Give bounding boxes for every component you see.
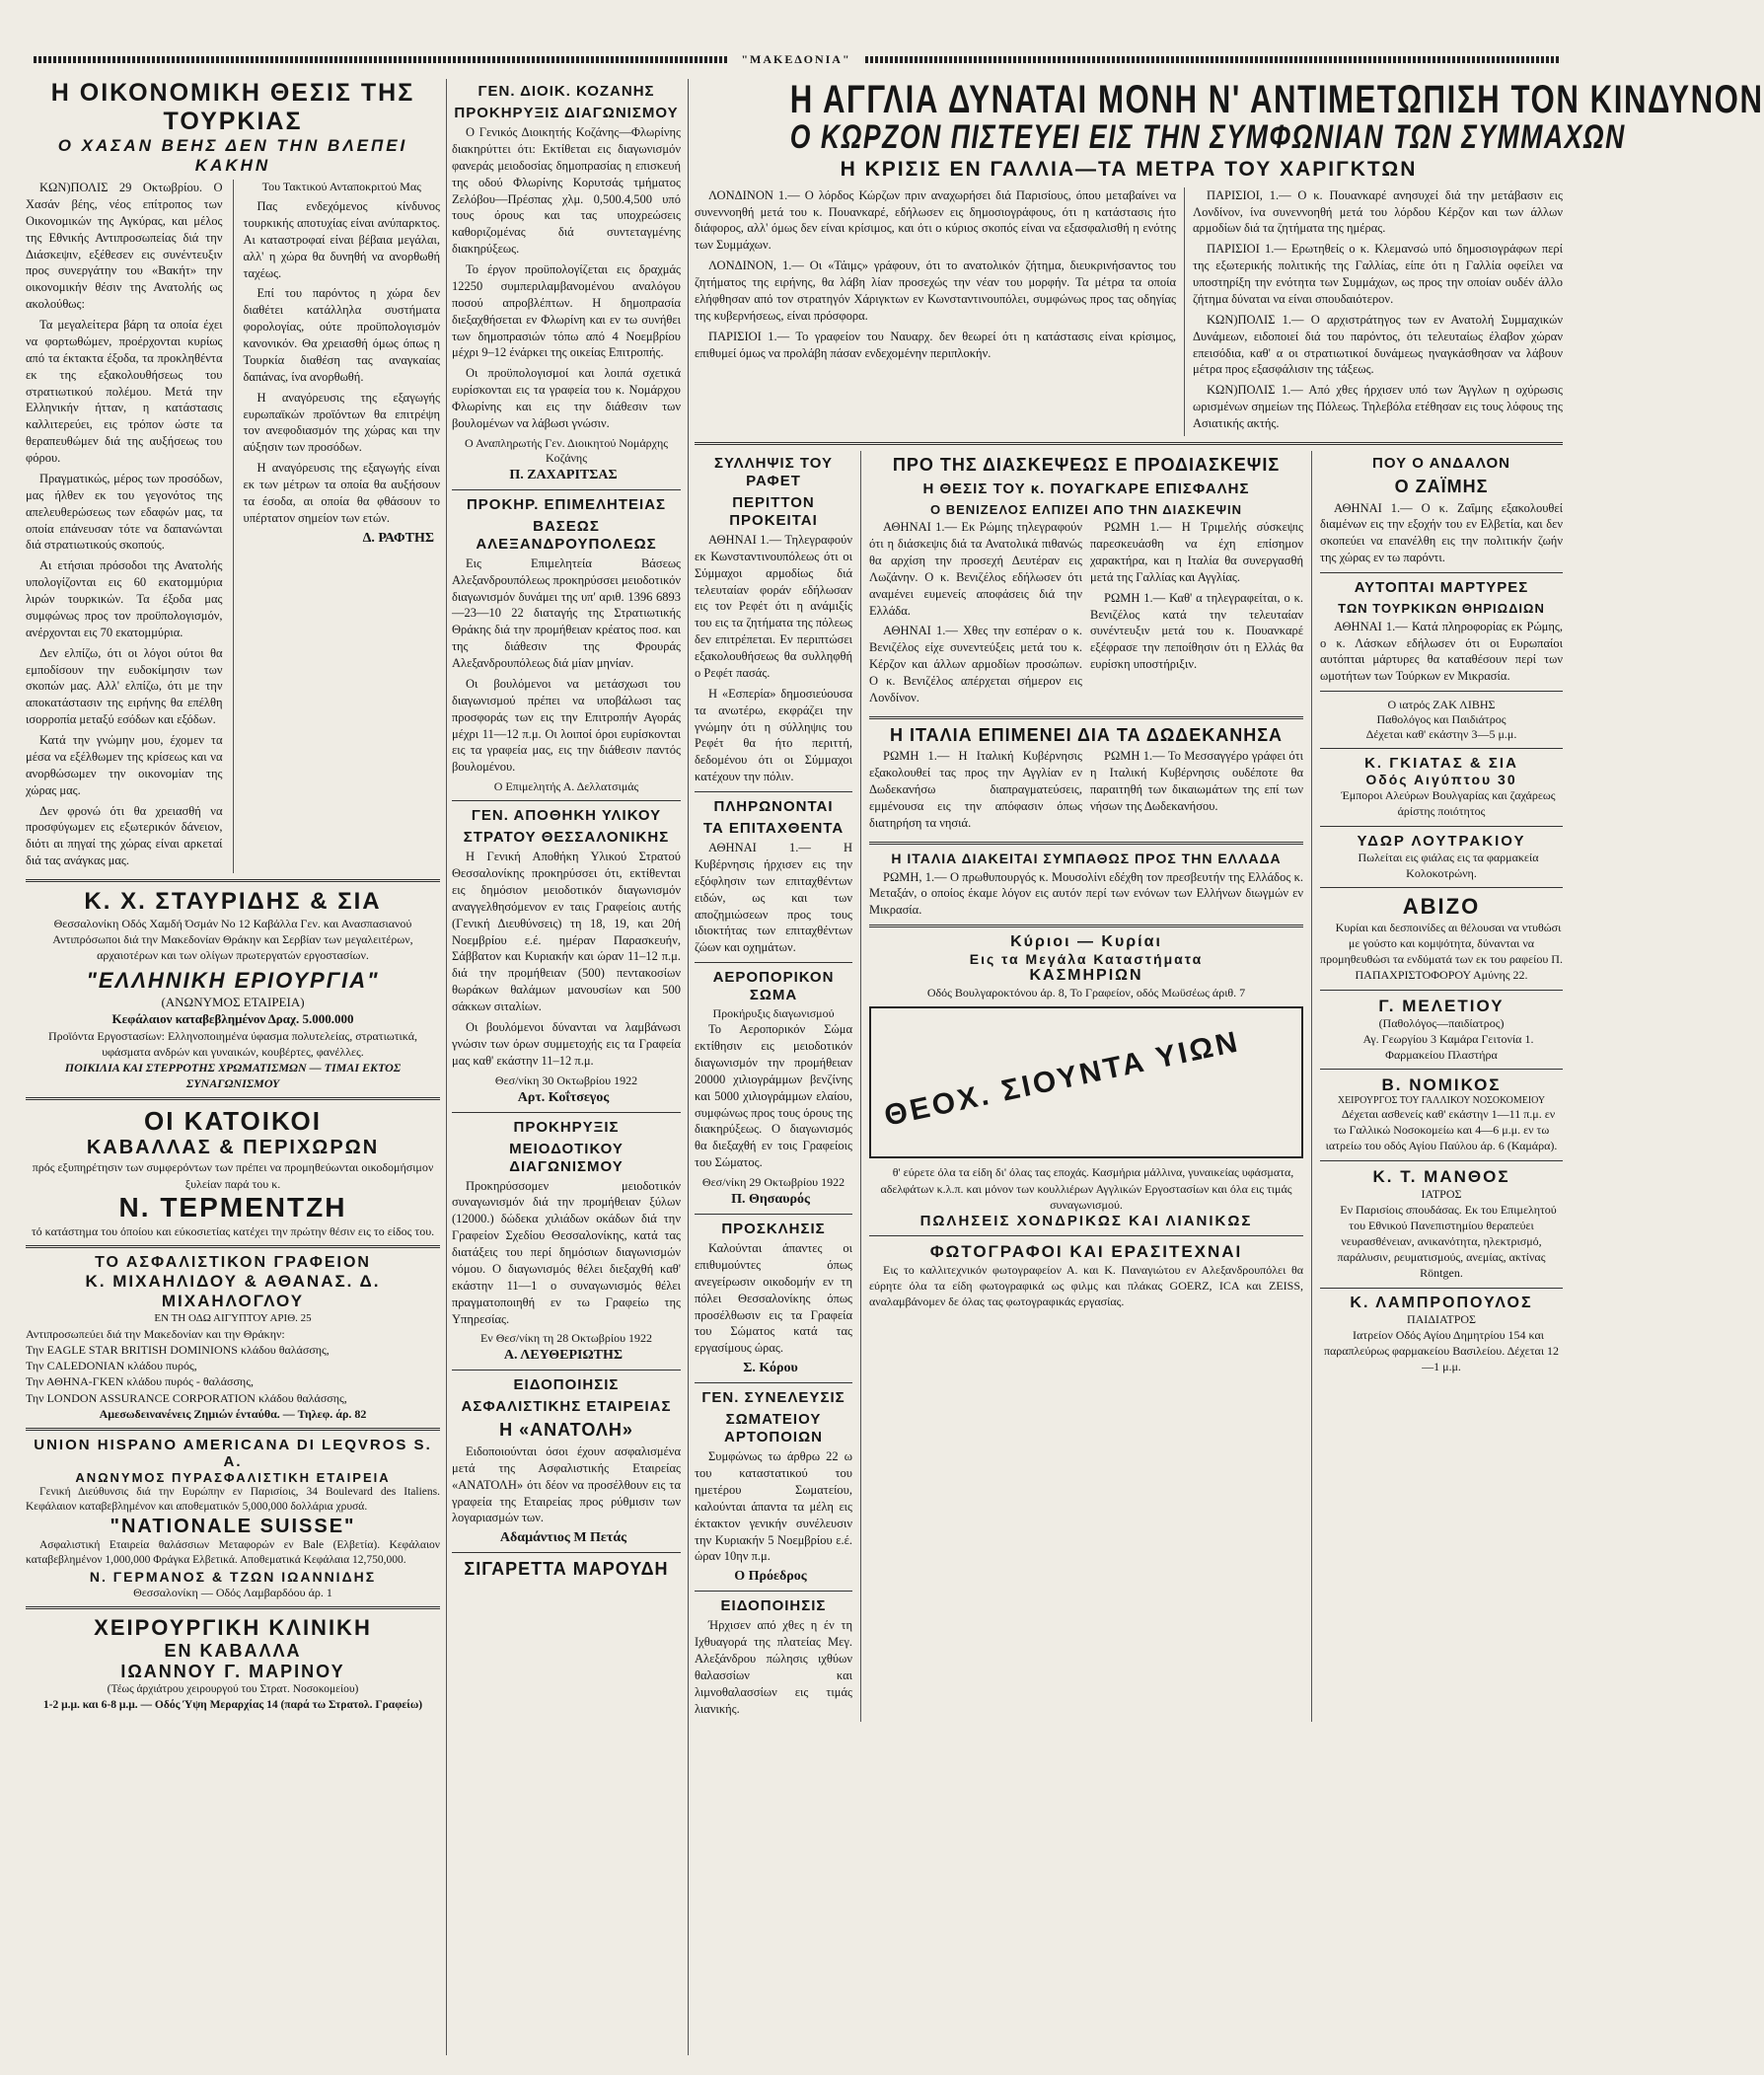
ad-brand: "ΕΛΛΗΝΙΚΗ ΕΡΙΟΥΡΓΙΑ" bbox=[86, 967, 380, 993]
article-signature: Ο Πρόεδρος bbox=[734, 1569, 807, 1585]
ad-title: UNION HISPANO AMERICANA DI LEQVROS S. A. bbox=[34, 1436, 432, 1470]
divider bbox=[452, 1112, 681, 1113]
column-rule bbox=[688, 79, 689, 2055]
divider bbox=[869, 1235, 1303, 1236]
ad-text: Έμποροι Αλεύρων Βουλγαρίας και ζαχάρεως άρίστης ποιότητος bbox=[1341, 788, 1556, 819]
notice-date: Εν Θεσ/νίκη τη 28 Οκτωβρίου 1922 bbox=[479, 1331, 653, 1346]
dodecanese-article bbox=[869, 748, 1303, 835]
ad-text: θ' εύρετε όλα τα είδη δι' όλας τας εποχάς. Κασμήρια μάλλινα, γυναικείας υφάσματα, αδελφάτων κ.λ.π. και μόνον των κουλλιέρων Αγγλικών Εργοστασίων και όλα εις τιμάς συναγωνισμού. bbox=[880, 1165, 1294, 1212]
paragraph: ΑΘΗΝΑΙ 1.— Χθες την εσπέραν ο κ. Βενιζέλος είχε συνεντεύξεις μετά του κ. Κέρζον και άλλων αρμοδίων προσώπων. Ο κ. Βενιζέλος απέρχεται σήμερον εις Λονδίνον. bbox=[869, 624, 1082, 704]
ad-name: ΙΩΑΝΝΟΥ Γ. ΜΑΡΙΝΟΥ bbox=[120, 1662, 345, 1682]
divider bbox=[695, 791, 852, 792]
article-subheading: Προκήρυξις διαγωνισμού bbox=[712, 1006, 835, 1021]
ad-subtitle: ΠΑΙΔΙΑΤΡΟΣ bbox=[1406, 1311, 1477, 1326]
notice-heading: ΓΕΝ. ΑΠΟΘΗΚΗ ΥΛΙΚΟΥ bbox=[471, 807, 662, 825]
ad-text: πρός εξυπηρέτησιν των συμφερόντων των πρέπει να προμηθεύωνται οικοδομήσιμον ξυλείαν παρά του κ. bbox=[32, 1160, 434, 1191]
paragraph: ΡΩΜΗ, 1.— Ο πρωθυπουργός κ. Μουσολίνι εδέχθη τον πρεσβευτήν της Ελλάδος κ. Μεταξάν, ο οποίος έκαμε λόγον εις αυτόν περί των ενόνων των Ελλήνων διωγμών εν Μικρασία. bbox=[869, 869, 1303, 918]
divider bbox=[1320, 1288, 1563, 1289]
divider bbox=[695, 1214, 852, 1215]
masthead-rule-right bbox=[865, 56, 1559, 63]
notice-heading: ΣΤΡΑΤΟΥ ΘΕΣΣΑΛΟΝΙΚΗΣ bbox=[463, 829, 670, 847]
notice-signature: Ο Επιμελητής Α. Δελλατσιμάς bbox=[493, 779, 639, 794]
divider bbox=[1320, 691, 1563, 692]
article-heading: ΤΑ ΕΠΙΤΑΧΘΕΝΤΑ bbox=[702, 820, 845, 838]
column-left bbox=[26, 79, 440, 2055]
paragraph: Η Γενική Αποθήκη Υλικού Στρατού Θεσσαλονίκης προκηρύσσει ότι, εκτίθενται εις δημόσιον μειοδοτικόν διαγωνισμόν αναγγελθησόμενον εν ταις Γραφείοις αυτής (Γενική Διευθύνσεις) τη 18, 19, και 20ή Νοεμβρίου ε.έ. ημέραν Παρασκευήν, Σάββατον και Κυριακήν και ώραν 11–12 π.μ. διά την προμήθειαν (500) πεντακοσίων θωράκων θαλάμων μανουσίων και 500 σάκκων σιταλίων. bbox=[452, 850, 681, 1013]
paragraph: Οι βουλόμενοι να μετάσχωσι του διαγωνισμού πρέπει να υποβάλωσι τας προσφοράς των εις την Επιτροπήν Αγοράς μέχρι 11—12 π.μ. Οι λοιποί όροι ευρίσκονται εις τα γραφεία μας, εις την διάθεσιν παντός βουλομένου. bbox=[452, 676, 681, 775]
paragraph: ΡΩΜΗ 1.— Η Ιταλική Κυβέρνησις εξακολουθεί τας προς την Αγγλίαν εν Δωδεκανήσω διαπραγματεύσεις, εμμένουσα εις την απόφασιν όπως διατηρήση τα νησιά. bbox=[869, 749, 1082, 830]
divider bbox=[695, 962, 852, 963]
ad-title: Κ. ΓΚΙΑΤΑΣ & ΣΙΑ bbox=[1364, 755, 1518, 773]
ad-text: Γενική Διεύθυνσις διά την Ευρώπην εν Παρισίοις, 34 Boulevard des Italiens. Κεφάλαιον καταβεβλημένον και αποθεματικόν 5,000,000 δολλάρια χρυσά. bbox=[26, 1485, 440, 1514]
ad-text: Δέχεται ασθενείς καθ' εκάστην 1—11 π.μ. εν τω Γαλλικώ Νοσοκομείω και 4—6 μ.μ. εν τω ιατρείω του οδός Αγίου Παύλου άρ. 6 (Καμάρα). bbox=[1325, 1107, 1558, 1153]
paragraph: ΡΩΜΗ 1.— Καθ' α τηλεγραφείται, ο κ. Βενιζέλος κατά την τελευταίαν συνέντευξιν μετά του κ. Πουανκαρέ εξέφρασε την πεποίθησιν ότι η Ελλάς θα ευρίσκη υποστήριξιν. bbox=[1090, 590, 1303, 672]
paragraph: Καλούνται άπαντες οι επιθυμούντες όπως ανεγείρωσιν οικοδομήν εν τη πόλει Θεσσαλονίκης όπως προσέλθωσιν εις τα Γραφεία του Σώματος κατά τας εργασίμους ώρας. bbox=[695, 1241, 852, 1356]
ad-text: ΕΝ ΤΗ ΟΔΩ ΑΙΓΥΠΤΟΥ ΑΡΙΘ. 25 bbox=[154, 1311, 312, 1324]
main-col-b bbox=[869, 451, 1303, 1722]
notice-signature: Αρτ. Κοΐτσεγος bbox=[517, 1089, 610, 1105]
paragraph: Το έργον προϋπολογίζεται εις δραχμάς 12250 συμπεριλαμβανομένου αναλόγου ποσού απροβλέπτων. Η δημοπρασία διεξαχθήσεται εν Φλωρίνη και εν τω συνήθει των δημοπρασιών τόπω από 4 Νοεμβρίου μέχρι 9–12 ένάρκει της οικείας Επιτροπής. bbox=[452, 262, 681, 360]
notice-heading: ΜΕΙΟΔΟΤΙΚΟΥ ΔΙΑΓΩΝΙΣΜΟΥ bbox=[509, 1140, 624, 1175]
ad-agents: Ν. ΓΕΡΜΑΝΟΣ & ΤΖΩΝ ΙΩΑΝΝΙΔΗΣ bbox=[89, 1569, 377, 1585]
paragraph: ΑΘΗΝΑΙ 1.— Τηλεγραφούν εκ Κωνσταντινουπόλεως ότι οι Σύμμαχοι αρμοδίως διά τελευταίαν φοράν εδήλωσαν εις τον Ρεφέτ ότι η ανάμιξίς του εις τα ζητήματα της πόλεως δεν επιτρέπεται. Εν περιπτώσει εξακολουθήσεως θα συλληφθή ο Ρεφέτ πασάς. bbox=[695, 532, 852, 680]
paragraph: Πας ενδεχόμενος κίνδυνος τουρκικής αποτυχίας είναι ανύπαρκτος. Αι καταστροφαί είναι βέβαια μεγάλαι, αλλ' η χώρα θα δυνηθή να ανορθωθή ταχέως. bbox=[243, 199, 440, 280]
ad-text: Κεφάλαιον καταβεβλημένον Δραχ. 5.000.000 bbox=[111, 1011, 354, 1027]
notice-signature: Αδαμάντιος Μ Πετάς bbox=[499, 1530, 627, 1546]
divider bbox=[1320, 572, 1563, 573]
paragraph: Ήρχισεν από χθες η έν τη Ιχθυαγορά της πλατείας Μεγ. Αλεξάνδρου πώλησις ιχθύων θαλασσίων και λιμνοθαλασσίων εις τιμάς λιανικής. bbox=[695, 1618, 852, 1716]
paragraph: Οι βουλόμενοι δύνανται να λαμβάνωσι γνώσιν των όρων συμμετοχής εις τα Γραφεία μας καθ' εκάστην 11–12 π.μ. bbox=[452, 1019, 681, 1068]
column-notices bbox=[452, 79, 681, 2055]
main-subhead-2: Η ΚΡΙΣΙΣ ΕΝ ΓΑΛΛΙΑ—ΤΑ ΜΕΤΡΑ ΤΟΥ ΧΑΡΙΓΚΤΩΝ bbox=[840, 157, 1418, 181]
ad-text: Ιατρείον Οδός Αγίου Δημητρίου 154 και παραπλεύρως φαρμακείου Βασιλείου. Δέχεται 12—1 μ.μ. bbox=[1323, 1327, 1560, 1373]
ad-text: Ασφαλιστική Εταιρεία θαλάσσιων Μεταφορών εν Bale (Ελβετία). Κεφάλαιον καταβεβλημένον 1,000,000 Φράγκα Ελβετικά. Αποθεματικά Κεφάλαια 12,750,000. bbox=[26, 1538, 440, 1567]
paragraph: Δεν ελπίζω, ότι οι λόγοι ούτοι θα εμποδίσουν την ευδοκίμησιν των σκοπών μας. Αλλ' ελπίζω, ότι με την αποκατάστασιν της ειρήνης θα επέλθη ισορροπία μεταξύ εσόδων και εξόδων. bbox=[26, 645, 223, 727]
ad-text: Αντιπροσωπεύει διά την Μακεδονίαν και την Θράκην: bbox=[26, 1326, 285, 1341]
divider bbox=[695, 442, 1563, 445]
paragraph: Η «Εσπερία» δημοσιεύουσα τα ανωτέρω, εκφράζει την γνώμην ότι η σύλληψις του Ρεφέτ θα ήτο περιττή, δεδομένου ότι οι Σύμμαχοι κατέχουν την πόλιν. bbox=[695, 686, 852, 784]
article-heading: ΠΡΟΣΚΛΗΣΙΣ bbox=[721, 1221, 826, 1238]
ad-text: Προϊόντα Εργοστασίων: Ελληνοποιημένα ύφασμα πολυτελείας, στρατιωτικά, υφάσματα ανδρών και γυναικών, κουβέρτες, φανέλλες. bbox=[47, 1028, 417, 1059]
ad-names: Κ. ΜΙΧΑΗΛΙΔΟΥ & ΑΘΑΝΑΣ. Δ. ΜΙΧΑΗΛΟΓΛΟΥ bbox=[85, 1271, 381, 1310]
divider bbox=[1320, 748, 1563, 749]
notice-heading: Η «ΑΝΑΤΟΛΗ» bbox=[499, 1420, 633, 1441]
paragraph: Δεν φρονώ ότι θα χρειασθή να προσφύγωμεν εις εξωτερικόν δάνειον, διότι αι πηγαί της χώρας είναι αρκεταί διά τας ανάγκας μας. bbox=[26, 803, 223, 868]
ad-text: Εν Παρισίοις σπουδάσας. Εκ του Επιμελητού του Εθνικού Πανεπιστημίου θεραπεύει νευρασθένειαν, ανικανότητα, ηλεκτρισμό, παράλυσιν, ρευματισμούς, ανεμίας, ακτίνας Röntgen. bbox=[1337, 1202, 1557, 1281]
ad-title: Κ. Χ. ΣΤΑΥΡΙΔΗΣ & ΣΙΑ bbox=[84, 888, 382, 915]
article-signature: Π. Θησαυρός bbox=[731, 1192, 810, 1208]
paragraph: ΑΘΗΝΑΙ 1.— Κατά πληροφορίας εκ Ρώμης, ο κ. Λάσκων εδήλωσεν ότι οι Ευρωπαίοι αυτόπται μάρτυρες θα καταθέσουν περί των ωμοτήτων των Τούρκων εν Μικρασία. bbox=[1320, 619, 1563, 684]
ad-title: Γ. ΜΕΛΕΤΙΟΥ bbox=[1378, 996, 1505, 1015]
main-section bbox=[695, 78, 1764, 2055]
ad-subtitle: ΙΑΤΡΟΣ bbox=[1421, 1186, 1462, 1201]
article-heading: ΑΥΤΟΠΤΑΙ ΜΑΡΤΥΡΕΣ bbox=[1354, 579, 1529, 597]
notice-heading: ΠΡΟΚΗΡ. ΕΠΙΜΕΛΗΤΕΙΑΣ bbox=[466, 495, 667, 513]
conference-article bbox=[869, 519, 1303, 710]
article-heading: Ο ΒΕΝΙΖΕΛΟΣ ΕΛΠΙΖΕΙ ΑΠΟ ΤΗΝ ΔΙΑΣΚΕΨΙΝ bbox=[929, 501, 1242, 517]
article-heading: ΤΩΝ ΤΟΥΡΚΙΚΩΝ ΘΗΡΙΩΔΙΩΝ bbox=[1338, 601, 1545, 617]
ad-text: Την CALEDONIAN κλάδου πυρός, bbox=[26, 1359, 197, 1373]
ad-title: ΠΩΛΗΣΕΙΣ ΧΟΝΔΡΙΚΩΣ ΚΑΙ ΛΙΑΝΙΚΩΣ bbox=[919, 1212, 1253, 1229]
notice-signature: Ο Αναπληρωτής Γεν. Διοικητού Νομάρχης Κοζάνης bbox=[464, 435, 668, 465]
paragraph: ΠΑΡΙΣΙΟΙ 1.— Το γραφείον του Ναυαρχ. δεν θεωρεί ότι η κατάστασις είναι κρίσιμος, επιθυμεί όμως να προλάβη πάσαν ενδεχομένην περιπλοκήν. bbox=[695, 329, 1176, 360]
ad-clinic bbox=[26, 1615, 440, 1713]
ad-text: (ΑΝΩΝΥΜΟΣ ΕΤΑΙΡΕΙΑ) bbox=[161, 994, 305, 1009]
ad-title: Κύριοι — Κυρίαι bbox=[1010, 933, 1162, 951]
article-heading: Ο ΖΑΪΜΗΣ bbox=[1394, 476, 1489, 496]
ad-text: Την ΑΘΗΝΑ-ΓΚΕΝ κλάδου πυρός - θαλάσσης, bbox=[26, 1374, 254, 1389]
ad-subtitle: (Παθολόγος—παιδίατρος) bbox=[1378, 1015, 1505, 1030]
ad-title: Κ. Τ. ΜΑΝΘΟΣ bbox=[1372, 1166, 1510, 1186]
main-headline: Η ΑΓΓΛΙΑ ΔΥΝΑΤΑΙ ΜΟΝΗ Ν' ΑΝΤΙΜΕΤΩΠΙΣΗ ΤΟΝ ΚΙΝΔΥΝΟΝ bbox=[789, 78, 1764, 121]
paragraph: ΚΩΝ)ΠΟΛΙΣ 1.— Από χθες ήρχισεν υπό των Άγγλων η οχύρωσις ωρισμένων σημείων της Πόλεως. Τηλεβόλα ετέθησαν εις τους λόφους της Ασιατικής ακτής. bbox=[1193, 383, 1563, 431]
masthead bbox=[34, 51, 1559, 67]
ad-title: ΤΟ ΑΣΦΑΛΙΣΤΙΚΟΝ ΓΡΑΦΕΙΟΝ bbox=[95, 1253, 371, 1271]
article-heading: Η ΙΤΑΛΙΑ ΕΠΙΜΕΝΕΙ ΔΙΑ ΤΑ ΔΩΔΕΚΑΝΗΣΑ bbox=[889, 724, 1284, 745]
ad-text: Κυρίαι και δεσποινίδες αι θέλουσαι να ντυθώσι με γούστο και κομψότητα, δύνανται να προμηθευθώσι τα ενδύματά των εκ του ραφείου Π. ΠΑΠΑΧΡΙΣΤΟΦΟΡΟΥ Αμύνης 22. bbox=[1320, 920, 1563, 983]
ad-photo-title: ΦΩΤΟΓΡΑΦΟΙ ΚΑΙ ΕΡΑΣΙΤΕΧΝΑΙ bbox=[929, 1241, 1243, 1261]
main-col-a bbox=[695, 451, 852, 1722]
ad-name: Ν. ΤΕΡΜΕΝΤΖΗ bbox=[118, 1191, 347, 1223]
divider bbox=[1320, 826, 1563, 827]
ad-text: Πωλείται εις φιάλας εις τα φαρμακεία Κολοκοτρώνη. bbox=[1358, 850, 1539, 880]
article-heading: ΑΕΡΟΠΟΡΙΚΟΝ ΣΩΜΑ bbox=[712, 969, 835, 1004]
ad-stavridis bbox=[26, 888, 440, 1091]
paragraph: Ο Γενικός Διοικητής Κοζάνης—Φλωρίνης διακηρύττει ότι: Εκτίθεται εις διαγωνισμόν φανεράς μειοδοσίας δημοπρασίας η επισκευή της οδού Φλωρίνης Κορυτσάς τμήματος Ζελόβου—Πρέσπας χλμ. 0,500.4,500 υπό τους όρους και τας υποχρεώσεις καθοριζομένας διά συντεταγμένης διακηρύξεως. bbox=[452, 125, 681, 257]
paragraph: ΠΑΡΙΣΙΟΙ, 1.— Ο κ. Πουανκαρέ ανησυχεί διά την μετάβασιν εις Λονδίνον, ίνα συνεννοηθή μετά του λόρδου Κέρζον και των άλλων αρμοδίων διά τα ζητήματα της ημέρας. bbox=[1193, 187, 1563, 236]
notice-heading: ΣΙΓΑΡΕΤΤΑ ΜΑΡΟΥΔΗ bbox=[464, 1559, 669, 1580]
turkey-article bbox=[26, 180, 440, 873]
main-top-articles bbox=[695, 187, 1563, 436]
ad-subtitle: ΑΝΩΝΥΜΟΣ ΠΥΡΑΣΦΑΛΙΣΤΙΚΗ ΕΤΑΙΡΕΙΑ bbox=[75, 1469, 391, 1485]
ad-name: ΚΑΣΜΗΡΙΩΝ bbox=[1029, 967, 1143, 985]
divider bbox=[452, 489, 681, 490]
paragraph: Πραγματικώς, μέρος των προσόδων, μας ήλθεν εκ του γεγονότος της απελευθερώσεως των εδαφών μας, τα οποία επάνευσαν τότε να δαπανώνται διά στρατιωτικούς σκοπούς. bbox=[26, 471, 223, 553]
divider bbox=[695, 1591, 852, 1592]
paragraph: ΛΟΝΔΙΝΟΝ 1.— Ο λόρδος Κώρζων πριν αναχωρήσει διά Παρισίους, όπου μεταβαίνει να συνεννοηθή μετά του κ. Πουανκαρέ, εδήλωσεν εις δημοσιογράφους, ότι η κατάστασις ήτο διάφορος, αλλ' όμως δεν είναι κρίσιμος, και ότι ο κύριος σκοπός είναι να εξασφαλισθή η ενότης των Συμμάχων. bbox=[695, 187, 1176, 253]
paragraph: ΡΩΜΗ 1.— Η Τριμελής σύσκεψις παρεσκευάσθη να έχη επίσημον χαρακτήρα, και η Ιταλία θα συνεργασθή μετά της Γαλλίας και Αγγλίας. bbox=[1090, 520, 1303, 584]
article-heading: Η ΙΤΑΛΙΑ ΔΙΑΚΕΙΤΑΙ ΣΥΜΠΑΘΩΣ ΠΡΟΣ ΤΗΝ ΕΛΛΑΔΑ bbox=[891, 850, 1282, 866]
article-signature: Σ. Κόρου bbox=[743, 1361, 798, 1376]
ad-text: Την LONDON ASSURANCE CORPORATION κλάδου θαλάσσης, bbox=[26, 1390, 347, 1405]
ad-text: Οδός Βουλγαροκτόνου άρ. 8, Το Γραφείον, οδός Μωϋσέως άριθ. 7 bbox=[926, 986, 1246, 1000]
article-heading: ΠΕΡΙΤΤΟΝ ΠΡΟΚΕΙΤΑΙ bbox=[729, 493, 818, 529]
ad-siountas-name: ΘΕΟΧ. ΣΙΟΥΝΤΑ ΥΙΩΝ bbox=[881, 1025, 1243, 1134]
conference-col-right bbox=[1090, 519, 1303, 710]
ad-text: Δέχεται καθ' εκάστην 3—5 μ.μ. bbox=[1365, 727, 1517, 742]
paragraph: Εις Επιμελητεία Βάσεως Αλεξανδρουπόλεως προκηρύσσει μειοδοτικόν διαγωνισμόν δυνάμει της υπ' αριθ. 1396 6893—23—10 22 διαταγής της Στρατιωτικής Θράκης διά την προμήθειαν κρέατος ποσ. και της διάθεσιν της Φρουράς Αλεξανδρουπόλεως διά μίαν μηνίαν. bbox=[452, 556, 681, 670]
masthead-title: "ΜΑΚΕΔΟΝΙΑ" bbox=[741, 51, 851, 66]
ad-text: Ο ιατρός ΖΑΚ ΛΙΒΗΣ bbox=[1387, 698, 1496, 712]
article-heading: ΣΥΛΛΗΨΙΣ ΤΟΥ ΡΑΦΕΤ bbox=[713, 454, 834, 489]
ad-text: Θεσσαλονίκη Οδός Χαμδή Όσμάν No 12 Καβάλλα Γεν. και Ανασπασιανού Αντιπρόσωποι διά την Μακεδονίαν Θράκην και Σερβίαν των μεγαλειτέρων, αρχαιοτέρων και των ολίγων πρωτεργατών εργοστασίων. bbox=[52, 917, 413, 963]
notice-heading: ΠΡΟΚΗΡΥΞΙΣ bbox=[513, 1118, 620, 1136]
subhead-turkey: Ο ΧΑΣΑΝ ΒΕΗΣ ΔΕΝ ΤΗΝ ΒΛΕΠΕΙ ΚΑΚΗΝ bbox=[57, 136, 408, 175]
conference-col-left bbox=[869, 519, 1082, 710]
paragraph: ΚΩΝ)ΠΟΛΙΣ 1.— Ο αρχιστράτηγος των εν Ανατολή Συμμαχικών Δυνάμεων, ειδοποιεί διά του παρόντος, ότι τελευταίως έλαβον χώραν επεισόδια, καθ' α οι στρατιωτικοί δυνάμεως ηναγκάσθησαν να λάβουν μέτρα προς εξασφάλισιν της τάξεως. bbox=[1193, 312, 1563, 377]
ad-subtitle: ΧΕΙΡΟΥΡΓΟΣ ΤΟΥ ΓΑΛΛΙΚΟΥ ΝΟΣΟΚΟΜΕΙΟΥ bbox=[1337, 1095, 1546, 1106]
notice-date: Θεσ/νίκη 30 Οκτωβρίου 1922 bbox=[494, 1073, 638, 1087]
ad-text: Παθολόγος και Παιδιάτρος bbox=[1376, 712, 1507, 727]
ad-text: ΠΟΙΚΙΛΙΑ ΚΑΙ ΣΤΕΡΡΟΤΗΣ ΧΡΩΜΑΤΙΣΜΩΝ — ΤΙΜΑΙ ΕΚΤΟΣ ΣΥΝΑΓΩΝΙΣΜΟΥ bbox=[64, 1061, 402, 1091]
article-heading: ΓΕΝ. ΣΥΝΕΛΕΥΣΙΣ bbox=[701, 1389, 845, 1407]
main-lower bbox=[695, 451, 1563, 1722]
ad-text: 1-2 μ.μ. και 6-8 μ.μ. — Οδός Ύψη Μεραρχίας 14 (παρά τω Στρατολ. Γραφείω) bbox=[42, 1698, 423, 1711]
notice-signature: Α. ΛΕΥΘΕΡΙΩΤΗΣ bbox=[503, 1348, 624, 1364]
divider bbox=[1320, 990, 1563, 991]
paragraph: ΑΘΗΝΑΙ 1.— Ο κ. Ζαΐμης εξακολουθεί διαμένων εις την εξοχήν του εν Ελβετία, και δεν σκοπεύει να επανέλθη εις την πολιτικήν ζωήν της χώρας εν τω παρόντι. bbox=[1320, 500, 1563, 565]
divider bbox=[695, 1382, 852, 1383]
divider bbox=[26, 1428, 440, 1431]
paragraph: Συμφώνως τω άρθρω 22 ω του καταστατικού του ημετέρου Σωματείου, καλούνται άπαντα τα μέλη εις έκτακτον γενικήν συνέλευσιν την Κυριακήν 5 Νοεμβρίου ε.έ. ώραν 10ην π.μ. bbox=[695, 1449, 852, 1564]
article-date: Θεσ/νίκη 29 Οκτωβρίου 1922 bbox=[701, 1175, 845, 1190]
main-col-c bbox=[1320, 451, 1563, 1722]
ad-title: ΟΙ ΚΑΤΟΙΚΟΙ bbox=[144, 1106, 322, 1137]
main-subhead: Ο ΚΩΡΖΟΝ ΠΙΣΤΕΥΕΙ ΕΙΣ ΤΗΝ ΣΥΜΦΩΝΙΑΝ ΤΩΝ ΣΥΜΜΑΧΩΝ bbox=[789, 118, 1626, 156]
column-divider bbox=[1311, 451, 1312, 1722]
ad-subtitle: Εις τα Μεγάλα Καταστήματα bbox=[969, 951, 1204, 968]
divider bbox=[1320, 1069, 1563, 1070]
article-heading: ΕΙΔΟΠΟΙΗΣΙΣ bbox=[720, 1597, 827, 1615]
ad-subtitle: ΕΝ ΚΑΒΑΛΛΑ bbox=[164, 1641, 302, 1662]
paragraph: Η αναγόρευσις της εξαγωγής είναι εκ των μέτρων τα οποία θα αυξήσουν τα έσοδα, αι οποία θα φθάσουν το υπέρτατον σημείον των ετών. bbox=[243, 461, 440, 525]
paragraph: Επί του παρόντος η χώρα δεν διαθέτει κατάλληλα συστήματα φορολογίας, ούτε προϋπολογισμόν κανονικόν. Θα χρειασθή όμως όπως η Τουρκία διαθέση τας αναγκαίας δαπάνας, ίνα ανορθωθή. bbox=[243, 286, 440, 384]
paragraph: ΛΟΝΔΙΝΟΝ, 1.— Οι «Τάιμς» γράφουν, ότι το ανατολικόν ζήτημα, διευκρινήσαντος του ζητήματος της ειρήνης, θα λάβη λίαν προσεχώς την νέαν του μορφήν. Τα μέτρα τα οποία ελήφθησαν από τον στρατηγόν Χάριγκτων εν Κωνσταντινουπόλει, συμφώνως προς τας οδηγίας της κυβερνήσεως, είναι πρόσφορα. bbox=[695, 259, 1176, 323]
paragraph: Προκηρύσσομεν μειοδοτικόν συναγωνισμόν διά την προμήθειαν ξύλων (12000.) δώδεκα χιλιάδων οκάδων διά την Γραφείον Σχεδίου Θεσσαλονίκης, κατά τας διατάξεις του περί δημόσιων διαγωνισμών νόμου. Ο διαγωνισμός θέλει διεξαχθή καθ' εκάστην 11—1 ο συναγωνισμός θέλει πραγματοποιηθή εν τω Γραφείω της Υπηρεσίας. bbox=[452, 1178, 681, 1326]
paragraph: Αι ετήσιαι πρόσοδοι της Ανατολής υπολογίζονται εις 60 εκατομμύρια λιρών τουρκικών. Τα έξοδα μας συμφώνως προς τον προϋπολογισμόν, ανέρχονται εις 70 εκατομμύρια. bbox=[26, 558, 223, 639]
notice-signature: Π. ΖΑΧΑΡΙΤΣΑΣ bbox=[509, 467, 618, 482]
ad-subtitle: Οδός Αιγύπτου 30 bbox=[1365, 772, 1517, 788]
column-divider bbox=[860, 451, 861, 1722]
ad-kasmiria bbox=[869, 933, 1303, 1229]
paragraph: Οι προϋπολογισμοί και λοιπά σχετικά ευρίσκονται εις τα γραφεία του κ. Νομάρχου Φλωρίνης και εις την διάθεσιν των βουλομένων να λάβωσι γνώσιν. bbox=[452, 366, 681, 430]
notice-heading: ΓΕΝ. ΔΙΟΙΚ. ΚΟΖΑΝΗΣ bbox=[478, 83, 655, 100]
notice-heading: ΒΑΣΕΩΣ ΑΛΕΞΑΝΔΡΟΥΠΟΛΕΩΣ bbox=[476, 517, 657, 553]
ad-siountas-banner bbox=[869, 1006, 1303, 1158]
article-heading: ΣΩΜΑΤΕΙΟΥ ΑΡΤΟΠΟΙΩΝ bbox=[724, 1411, 823, 1446]
paragraph: Το Αεροπορικόν Σώμα εκτίθησιν εις μειοδοτικόν διαγωνισμόν την προμήθειαν 20000 χιλιογράμμων βενζίνης και 5000 χιλιογράμμων ελαίου, συμφώνως προς τους όρους της διακηρύξεως. Ο διαγωνισμός θα διεξαχθή εν τοις Γραφείοις του Σώματος. bbox=[695, 1022, 852, 1170]
paragraph: ΑΘΗΝΑΙ 1.— Εκ Ρώμης τηλεγραφούν ότι η διάσκεψις διά τα Ανατολικά πιθανώς θα αρχίση την προσεχή Δευτέραν εις Λωζάνην. Ο κ. Βενιζέλος εδήλωσεν ότι αναμένει ευμενείς αποφάσεις διά την Ελλάδα. bbox=[869, 520, 1082, 618]
notice-heading: ΕΙΔΟΠΟΙΗΣΙΣ bbox=[513, 1376, 620, 1394]
column-rule bbox=[446, 79, 447, 2055]
turkey-article-left bbox=[26, 180, 223, 873]
divider bbox=[452, 1370, 681, 1371]
divider bbox=[869, 925, 1303, 927]
notice-heading: ΠΡΟΚΗΡΥΞΙΣ ΔΙΑΓΩΝΙΣΜΟΥ bbox=[454, 105, 679, 121]
divider bbox=[452, 1552, 681, 1553]
divider bbox=[869, 842, 1303, 845]
article-heading: ΠΟΥ Ο ΑΝΔΑΛΟΝ bbox=[1372, 454, 1510, 472]
signature: Δ. ΡΑΦΤΗΣ bbox=[362, 530, 434, 546]
paris-article bbox=[1193, 187, 1563, 436]
ad-title: Κ. ΛΑΜΠΡΟΠΟΥΛΟΣ bbox=[1350, 1294, 1533, 1311]
ad-title: ΥΔΩΡ ΛΟΥΤΡΑΚΙΟΥ bbox=[1357, 832, 1526, 850]
article-heading: ΠΛΗΡΩΝΟΝΤΑΙ bbox=[713, 798, 834, 816]
headline-turkey: Η ΟΙΚΟΝΟΜΙΚΗ ΘΕΣΙΣ ΤΗΣ ΤΟΥΡΚΙΑΣ bbox=[50, 79, 415, 135]
paragraph: ΡΩΜΗ 1.— Το Μεσσαγγέρο γράφει ότι η Ιταλική Κυβέρνησις ουδέποτε θα παραιτηθή των δικαιωμάτων της επί των νήσων της Δωδεκανήσου. bbox=[1090, 749, 1303, 813]
paragraph: Η αναγόρευσις της εξαγωγής ευρωπαϊκών προϊόντων θα επιτρέψη τον ανεφοδιασμόν της χώρας και την αύξησιν των προσόδων. bbox=[243, 390, 440, 455]
ad-title: ΑΒΙΖΟ bbox=[1402, 893, 1481, 919]
ad-text: Αγ. Γεωργίου 3 Καμάρα Γειτονία 1. Φαρμακείου Πλαστήρα bbox=[1362, 1031, 1534, 1062]
divider bbox=[26, 879, 440, 882]
ad-text: Αμεσωδεινανένεις Ζημιών ένταύθα. — Τηλεφ. άρ. 82 bbox=[99, 1406, 367, 1421]
divider bbox=[869, 716, 1303, 719]
ad-photo-text: Εις το καλλιτεχνικόν φωτογραφείον Α. και Κ. Παναγιώτου εν Αλεξανδρουπόλει θα εύρητε όλα τα είδη φωτογραφικά ως φιλμς και πλάκας GOERZ, ICA και ZEISS, αναλαμβάνομεν δε όλας τας φωτογραφικάς εργασίας. bbox=[869, 1262, 1303, 1309]
turkey-article-right bbox=[244, 180, 441, 873]
ad-title: ΧΕΙΡΟΥΡΓΙΚΗ ΚΛΙΝΙΚΗ bbox=[94, 1615, 372, 1641]
notice-heading: ΑΣΦΑΛΙΣΤΙΚΗΣ ΕΤΑΙΡΕΙΑΣ bbox=[461, 1398, 672, 1416]
ad-insurance-office bbox=[26, 1254, 440, 1422]
article-heading: ΠΡΟ ΤΗΣ ΔΙΑΣΚΕΨΕΩΣ Ε ΠΡΟΔΙΑΣΚΕΨΙΣ bbox=[892, 454, 1281, 475]
ad-text: τό κατάστημα του όποίου και εύκοσιετίας κατέχει την πρώτην θέσιν εις το είδος του. bbox=[31, 1223, 435, 1238]
ad-termentzis bbox=[26, 1106, 440, 1239]
ad-text: Την EAGLE STAR BRITISH DOMINIONS κλάδου θαλάσσης, bbox=[26, 1343, 330, 1357]
paragraph: Ειδοποιούνται όσοι έχουν ασφαλισμένα μετά της Ασφαλιστικής Εταιρείας «ΑΝΑΤΟΛΗ» ότι δέον να προσέλθουν εις τα γραφεία της Εταιρείας προς ρύθμισιν των λογαριασμών των. bbox=[452, 1444, 681, 1525]
ad-brand: "NATIONALE SUISSE" bbox=[110, 1515, 356, 1537]
paragraph: ΑΘΗΝΑΙ 1.— Η Κυβέρνησις ήρχισεν εις την εξόφλησιν των επιταχθέντων ειδών, ως και των αποζημιώσεων προς τους ιδιοκτήτας των επιταχθέντων ζώων και οχημάτων. bbox=[695, 841, 852, 955]
divider bbox=[1320, 887, 1563, 888]
ad-text: (Τέως άρχιάτρου χειρουργού του Στρατ. Νοσοκομείου) bbox=[107, 1683, 359, 1696]
ad-union-hispano bbox=[26, 1437, 440, 1600]
column-divider bbox=[1184, 187, 1185, 436]
divider bbox=[26, 1606, 440, 1609]
england-article bbox=[695, 187, 1176, 436]
divider bbox=[1320, 1160, 1563, 1161]
divider bbox=[26, 1097, 440, 1100]
paragraph: Τα μεγαλείτερα βάρη τα οποία έχει να φορτωθώμεν, προέρχονται κυρίως από τα έκτακτα έξοδα, τα προκληθέντα εκ της εξακολουθήσεως του στρατιωτικού πολέμου. Μετά την Ελληνικήν ήτταν, η κατάστασις καλλιτερεύει, εις τρόπον ώστε τα θεραπευθώμεν διά της αυξήσεως του φόρου. bbox=[26, 318, 223, 465]
column-divider bbox=[233, 180, 234, 873]
ad-subtitle: ΚΑΒΑΛΛΑΣ & ΠΕΡΙΧΩΡΩΝ bbox=[86, 1137, 380, 1159]
paragraph: Κατά την γνώμην μου, έχομεν τα μέσα να εξέλθωμεν της κρίσεως και να ανορθώσωμεν την οικονομίαν της χώρας μας. bbox=[26, 733, 223, 797]
paragraph: ΠΑΡΙΣΙΟΙ 1.— Ερωτηθείς ο κ. Κλεμανσώ υπό δημοσιογράφων περί της εξωτερικής πολιτικής της Γαλλίας, είπε ότι η Γαλλία οφείλει να υποστηρίξη την ενότητα των Συμμάχων, ως προς την οποίαν ουδέν άλλο ζήτημα δύναται να είναι σπουδαιότερον. bbox=[1193, 242, 1563, 306]
divider bbox=[26, 1245, 440, 1248]
divider bbox=[452, 800, 681, 801]
ad-text: Θεσσαλονίκη — Οδός Λαμβαρδόου άρ. 1 bbox=[133, 1586, 332, 1599]
ad-title: Β. ΝΟΜΙΚΟΣ bbox=[1381, 1075, 1502, 1094]
masthead-rule-left bbox=[34, 56, 727, 63]
paragraph: ΚΩΝ)ΠΟΛΙΣ 29 Οκτωβρίου. Ο Χασάν βέης, νέος επίτροπος των Οικονομικών της Αγκύρας, και μέλος της Εθνικής Αντιπροσωπείας διά την Διάσκεψιν, εξέθεσεν εις συνέντευξιν προς συνεργάτην του «Βακήτ» την οικονομικήν θέσιν της Ανατολής ως ακολούθως: bbox=[26, 181, 223, 312]
byline: Του Τακτικού Ανταποκριτού Μας bbox=[261, 180, 421, 193]
article-heading: Η ΘΕΣΙΣ ΤΟΥ κ. ΠΟΥΑΓΚΑΡΕ ΕΠΙΣΦΑΛΗΣ bbox=[922, 480, 1250, 497]
